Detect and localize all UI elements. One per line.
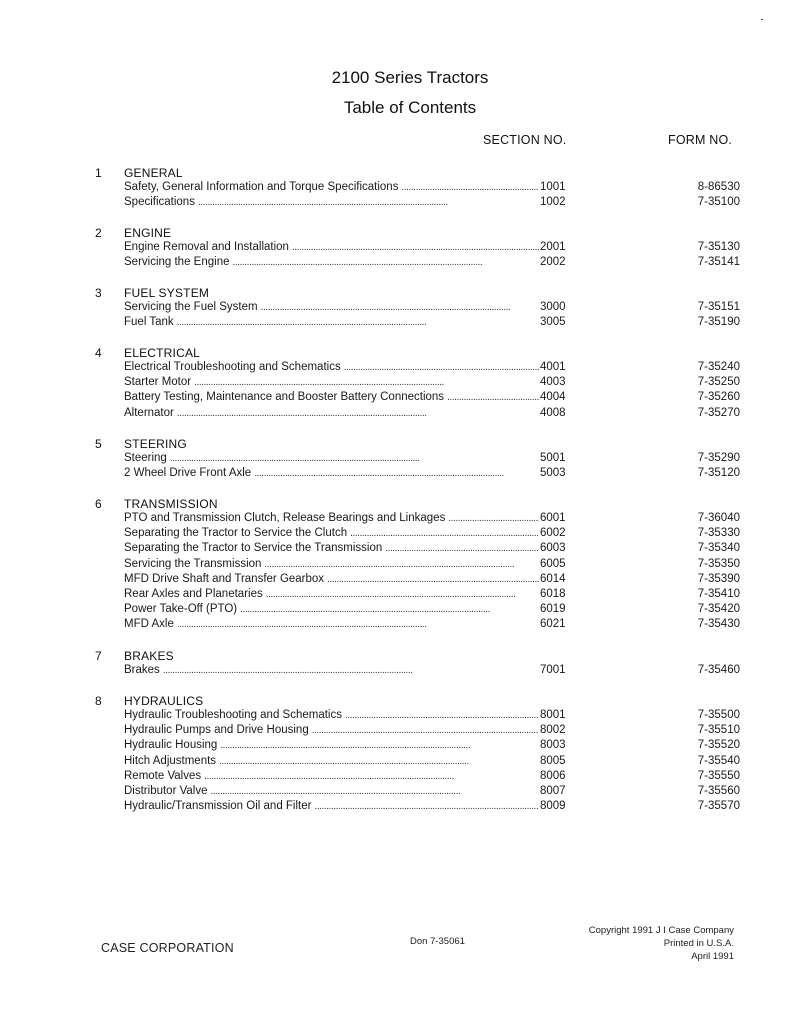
section-number: 7 <box>95 649 102 663</box>
section-heading: STEERING <box>124 437 187 451</box>
entry-section-number: 6003 <box>539 542 570 554</box>
toc-entry <box>124 558 740 573</box>
entry-form-number: 7-35130 <box>697 241 740 253</box>
entry-form-number: 7-35340 <box>697 542 740 554</box>
entry-title: Electrical Troubleshooting and Schematics <box>124 361 344 373</box>
entry-form-number: 7-35260 <box>697 391 740 403</box>
entry-title: MFD Drive Shaft and Transfer Gearbox <box>124 573 327 585</box>
toc-entry <box>124 301 740 316</box>
toc-entry <box>124 664 740 679</box>
toc-entry <box>124 800 740 815</box>
entry-leader <box>124 407 569 422</box>
entry-section-number: 6019 <box>539 603 570 615</box>
entry-section-number: 3005 <box>539 316 570 328</box>
section-heading: HYDRAULICS <box>124 694 204 708</box>
entry-section-number: 8001 <box>539 709 570 721</box>
entry-form-number: 7-35350 <box>697 558 740 570</box>
entry-title: Fuel Tank <box>124 316 177 328</box>
document-number: Don 7-35061 <box>410 936 465 947</box>
entry-title: Engine Removal and Installation <box>124 241 292 253</box>
form-column-header: FORM NO. <box>668 133 733 147</box>
toc-entry <box>124 452 740 467</box>
entry-leader <box>124 361 569 376</box>
entry-leader <box>124 755 569 770</box>
entry-form-number: 7-35330 <box>697 527 740 539</box>
entry-form-number: 7-35151 <box>697 301 740 313</box>
toc-entry <box>124 376 740 391</box>
entry-title: MFD Axle <box>124 618 177 630</box>
entry-form-number: 7-35240 <box>697 361 740 373</box>
entry-title: Separating the Tractor to Service the Transmission <box>124 542 385 554</box>
entry-title: Separating the Tractor to Service the Clutch <box>124 527 350 539</box>
entry-title: Brakes <box>124 664 163 676</box>
section-column-header: SECTION NO. <box>483 133 567 147</box>
entry-section-number: 1002 <box>539 196 570 208</box>
printed-line: Printed in U.S.A. <box>663 938 734 949</box>
copyright-block <box>540 924 734 963</box>
entry-form-number: 7-36040 <box>697 512 740 524</box>
entry-title: Alternator <box>124 407 177 419</box>
toc-entry <box>124 527 740 542</box>
toc-entry <box>124 316 740 331</box>
entry-leader <box>124 391 569 406</box>
entry-leader <box>124 527 569 542</box>
toc-entry <box>124 181 740 196</box>
toc-entry <box>124 724 740 739</box>
entry-leader <box>124 452 569 467</box>
toc-entry <box>124 196 740 211</box>
entry-section-number: 4004 <box>539 391 570 403</box>
entry-form-number: 7-35520 <box>697 739 740 751</box>
entry-section-number: 8002 <box>539 724 570 736</box>
entry-form-number: 7-35120 <box>697 467 740 479</box>
entry-section-number: 6021 <box>539 618 570 630</box>
toc-entry <box>124 241 740 256</box>
entry-leader <box>124 241 569 256</box>
entry-form-number: 7-35190 <box>697 316 740 328</box>
entry-leader <box>124 770 569 785</box>
entry-title: Hydraulic Housing <box>124 739 220 751</box>
entry-section-number: 2001 <box>539 241 570 253</box>
entry-section-number: 6001 <box>539 512 570 524</box>
entry-title: PTO and Transmission Clutch, Release Bearings and Linkages <box>124 512 448 524</box>
entry-form-number: 8-86530 <box>697 181 740 193</box>
toc-entry <box>124 256 740 271</box>
entry-form-number: 7-35460 <box>697 664 740 676</box>
section-number: 8 <box>95 694 102 708</box>
entry-leader <box>124 558 569 573</box>
entry-leader <box>124 800 569 815</box>
entry-title: Specifications <box>124 196 198 208</box>
entry-section-number: 6002 <box>539 527 570 539</box>
entry-leader <box>124 467 569 482</box>
entry-leader <box>124 618 569 633</box>
entry-section-number: 8009 <box>539 800 570 812</box>
entry-leader <box>124 588 569 603</box>
toc-entry <box>124 407 740 422</box>
entry-leader <box>124 181 569 196</box>
entry-title: Distributor Valve <box>124 785 211 797</box>
entry-title: Servicing the Fuel System <box>124 301 261 313</box>
entry-form-number: 7-35430 <box>697 618 740 630</box>
toc-entry <box>124 603 740 618</box>
toc-entry <box>124 542 740 557</box>
section-number: 4 <box>95 346 102 360</box>
entry-title: Hydraulic/Transmission Oil and Filter <box>124 800 314 812</box>
section-heading: FUEL SYSTEM <box>124 286 210 300</box>
document-subtitle: Table of Contents <box>343 98 477 117</box>
entry-form-number: 7-35141 <box>697 256 740 268</box>
entry-form-number: 7-35550 <box>697 770 740 782</box>
entry-section-number: 8005 <box>539 755 570 767</box>
section-heading: ENGINE <box>124 226 172 240</box>
section-heading: BRAKES <box>124 649 174 663</box>
entry-leader <box>124 316 569 331</box>
toc-entry <box>124 618 740 633</box>
entry-section-number: 4008 <box>539 407 570 419</box>
section-number: 3 <box>95 286 102 300</box>
entry-title: Remote Valves <box>124 770 204 782</box>
entry-title: 2 Wheel Drive Front Axle <box>124 467 254 479</box>
entry-title: Servicing the Transmission <box>124 558 264 570</box>
entry-section-number: 1001 <box>539 181 570 193</box>
toc-entry <box>124 588 740 603</box>
entry-title: Hydraulic Pumps and Drive Housing <box>124 724 312 736</box>
entry-form-number: 7-35540 <box>697 755 740 767</box>
entry-section-number: 8006 <box>539 770 570 782</box>
toc-entry <box>124 755 740 770</box>
toc-entry <box>124 361 740 376</box>
toc-entry <box>124 785 740 800</box>
toc-entry <box>124 709 740 724</box>
entry-leader <box>124 573 569 588</box>
scan-speck <box>761 19 763 20</box>
toc-entry <box>124 739 740 754</box>
entry-section-number: 6018 <box>539 588 570 600</box>
section-number: 1 <box>95 166 102 180</box>
entry-section-number: 6005 <box>539 558 570 570</box>
entry-section-number: 5001 <box>539 452 570 464</box>
entry-section-number: 6014 <box>539 573 570 585</box>
entry-section-number: 5003 <box>539 467 570 479</box>
entry-leader <box>124 603 569 618</box>
entry-form-number: 7-35500 <box>697 709 740 721</box>
document-title: 2100 Series Tractors <box>331 68 489 87</box>
entry-form-number: 7-35420 <box>697 603 740 615</box>
section-number: 2 <box>95 226 102 240</box>
entry-form-number: 7-35390 <box>697 573 740 585</box>
date-line: April 1991 <box>691 951 734 962</box>
section-heading: GENERAL <box>124 166 183 180</box>
entry-title: Rear Axles and Planetaries <box>124 588 266 600</box>
entry-leader <box>124 785 569 800</box>
entry-form-number: 7-35570 <box>697 800 740 812</box>
company-name: CASE CORPORATION <box>101 941 234 955</box>
copyright-line: Copyright 1991 J I Case Company <box>588 925 734 936</box>
entry-section-number: 2002 <box>539 256 570 268</box>
entry-section-number: 8003 <box>539 739 570 751</box>
entry-form-number: 7-35270 <box>697 407 740 419</box>
entry-title: Power Take-Off (PTO) <box>124 603 240 615</box>
entry-title: Hydraulic Troubleshooting and Schematics <box>124 709 345 721</box>
toc-entry <box>124 512 740 527</box>
toc-entry <box>124 770 740 785</box>
entry-form-number: 7-35100 <box>697 196 740 208</box>
entry-leader <box>124 739 569 754</box>
entry-form-number: 7-35560 <box>697 785 740 797</box>
toc-entry <box>124 467 740 482</box>
section-number: 5 <box>95 437 102 451</box>
entry-form-number: 7-35290 <box>697 452 740 464</box>
section-heading: ELECTRICAL <box>124 346 201 360</box>
entry-section-number: 8007 <box>539 785 570 797</box>
entry-title: Battery Testing, Maintenance and Booster Battery Connections <box>124 391 447 403</box>
entry-section-number: 7001 <box>539 664 570 676</box>
entry-section-number: 3000 <box>539 301 570 313</box>
entry-form-number: 7-35510 <box>697 724 740 736</box>
entry-section-number: 4003 <box>539 376 570 388</box>
entry-form-number: 7-35250 <box>697 376 740 388</box>
entry-leader <box>124 664 569 679</box>
entry-title: Steering <box>124 452 170 464</box>
entry-leader <box>124 301 569 316</box>
entry-form-number: 7-35410 <box>697 588 740 600</box>
toc-entry <box>124 573 740 588</box>
entry-leader <box>124 724 569 739</box>
section-heading: TRANSMISSION <box>124 497 218 511</box>
toc-entry <box>124 391 740 406</box>
entry-title: Starter Motor <box>124 376 194 388</box>
entry-leader <box>124 376 569 391</box>
entry-title: Hitch Adjustments <box>124 755 219 767</box>
entry-title: Safety, General Information and Torque Specifications <box>124 181 401 193</box>
entry-title: Servicing the Engine <box>124 256 232 268</box>
section-number: 6 <box>95 497 102 511</box>
entry-leader <box>124 512 569 527</box>
entry-section-number: 4001 <box>539 361 570 373</box>
entry-leader <box>124 256 569 271</box>
entry-leader <box>124 709 569 724</box>
entry-leader <box>124 542 569 557</box>
entry-leader <box>124 196 569 211</box>
